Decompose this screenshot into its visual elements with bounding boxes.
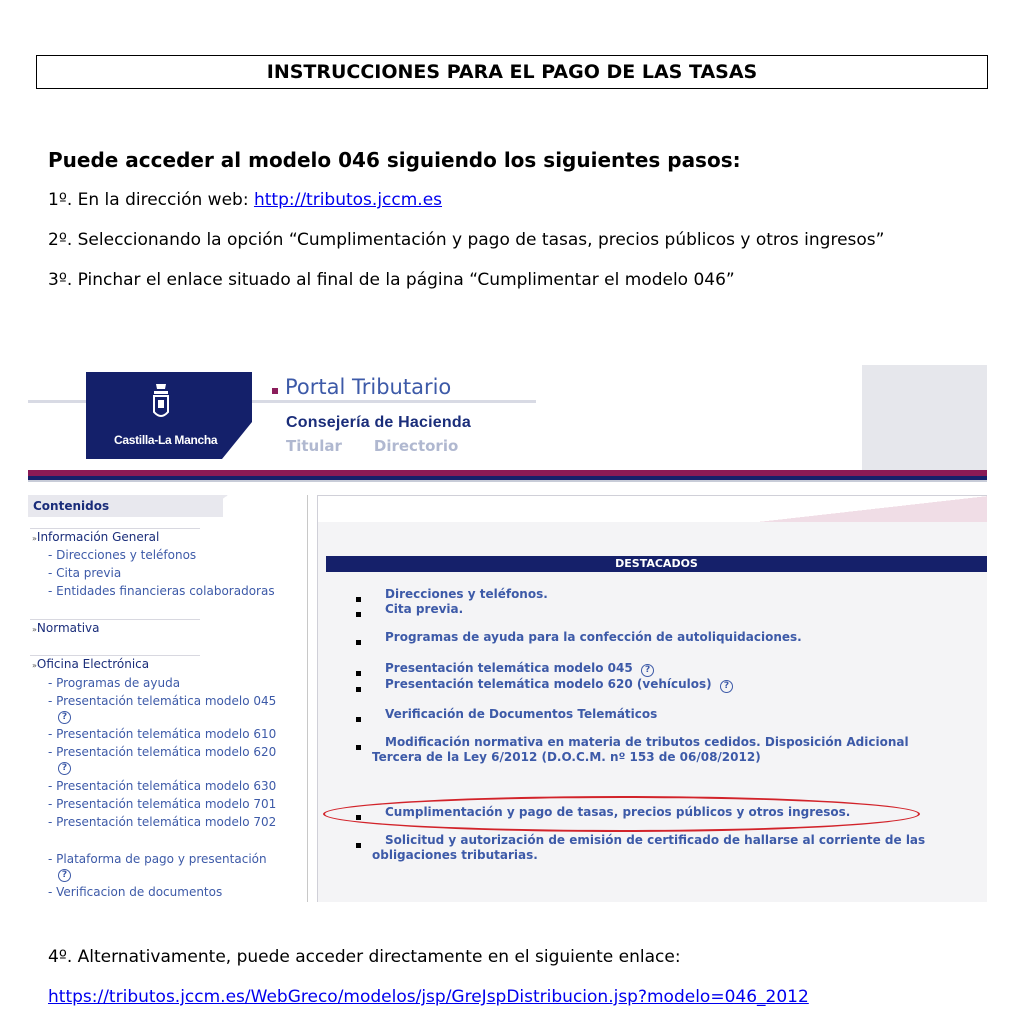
header-link-directorio[interactable]: Directorio (373, 437, 459, 455)
logo-text: Castilla-La Mancha (114, 433, 218, 447)
title-bullet-icon (272, 388, 278, 394)
sidebar-item-modelo-045[interactable]: - Presentación telemática modelo 045 (48, 694, 277, 708)
destacado-solicitud-cont[interactable]: obligaciones tributarias. (372, 848, 538, 862)
portal-screenshot (28, 365, 987, 902)
header-link-titular[interactable]: Titular (286, 437, 342, 455)
destacado-modificacion[interactable]: Modificación normativa en materia de tributos cedidos. Disposición Adicional (385, 735, 909, 749)
sidebar-section-oficina[interactable] (32, 657, 149, 671)
destacado-modificacion-cont[interactable]: Tercera de la Ley 6/2012 (D.O.C.M. nº 153 de 06/08/2012) (372, 750, 761, 764)
bullet-icon (356, 671, 361, 676)
sidebar (28, 495, 308, 902)
destacado-modelo-045[interactable]: Presentación telemática modelo 045 ? (385, 661, 654, 677)
bullet-icon (356, 687, 361, 692)
divider (30, 528, 200, 529)
header-links (286, 437, 490, 455)
chevron-icon: » (32, 625, 37, 634)
sidebar-section-normativa[interactable] (32, 621, 99, 635)
destacado-programas[interactable]: Programas de ayuda para la confección de autoliquidaciones. (385, 630, 802, 644)
section-label: Normativa (36, 621, 100, 635)
destacado-modelo-620[interactable]: Presentación telemática modelo 620 (vehículos) ? (385, 677, 733, 693)
help-icon[interactable]: ? (58, 866, 71, 882)
sidebar-item-programas[interactable]: - Programas de ayuda (48, 676, 181, 690)
crest-icon (148, 382, 174, 422)
step-1-text: 1º. En la dirección web: (48, 190, 254, 210)
chevron-icon: » (32, 661, 37, 670)
bullet-icon (356, 745, 361, 750)
sidebar-item-modelo-702[interactable]: - Presentación telemática modelo 702 (48, 815, 277, 829)
highlight-oval (323, 796, 920, 832)
sidebar-item-modelo-630[interactable]: - Presentación telemática modelo 630 (48, 779, 277, 793)
sidebar-item-verificacion[interactable]: - Verificacion de documentos (48, 885, 223, 899)
bullet-icon (356, 843, 361, 848)
sidebar-item-direcciones[interactable]: - Direcciones y teléfonos (48, 548, 197, 562)
main-top-bar (317, 495, 987, 523)
bullet-icon (356, 612, 361, 617)
destacado-cumplimentacion[interactable]: Cumplimentación y pago de tasas, precios públicos y otros ingresos. (385, 805, 851, 819)
step-3: 3º. Pinchar el enlace situado al final de la página “Cumplimentar el modelo 046” (48, 270, 735, 290)
header-band-grey (28, 480, 987, 482)
sidebar-item-modelo-610[interactable]: - Presentación telemática modelo 610 (48, 727, 277, 741)
portal-title: Portal Tributario (285, 375, 452, 399)
sidebar-section-informacion[interactable] (32, 530, 159, 544)
castilla-la-mancha-logo[interactable] (86, 372, 252, 459)
bullet-icon (356, 597, 361, 602)
step-4: 4º. Alternativamente, puede acceder directamente en el siguiente enlace: (48, 947, 681, 967)
help-icon[interactable]: ? (641, 664, 654, 677)
document-title: INSTRUCCIONES PARA EL PAGO DE LAS TASAS (36, 55, 988, 89)
section-label: Información General (36, 530, 160, 544)
help-icon[interactable]: ? (58, 708, 71, 724)
divider (30, 619, 200, 620)
step-2: 2º. Seleccionando la opción “Cumplimentación y pago de tasas, precios públicos y otros ingresos” (48, 230, 885, 250)
bullet-icon (356, 640, 361, 645)
sidebar-item-plataforma[interactable]: - Plataforma de pago y presentación (48, 852, 267, 866)
sidebar-item-modelo-620[interactable]: - Presentación telemática modelo 620 (48, 745, 277, 759)
help-icon[interactable]: ? (720, 680, 733, 693)
header-grey-block (862, 365, 987, 472)
sidebar-item-modelo-701[interactable]: - Presentación telemática modelo 701 (48, 797, 277, 811)
destacado-verificacion[interactable]: Verificación de Documentos Telemáticos (385, 707, 658, 721)
divider (30, 655, 200, 656)
sidebar-item-cita-previa[interactable]: - Cita previa (48, 566, 122, 580)
destacados-heading: DESTACADOS (326, 556, 987, 572)
main-top-accent (758, 496, 987, 522)
chevron-icon: » (32, 534, 37, 543)
direct-modelo-046-link[interactable]: https://tributos.jccm.es/WebGreco/modelos/jsp/GreJspDistribucion.jsp?modelo=046_2012 (48, 987, 809, 1007)
step-1 (48, 190, 442, 210)
sidebar-heading: Contenidos (28, 495, 223, 517)
help-icon[interactable]: ? (58, 759, 71, 775)
sidebar-item-entidades[interactable]: - Entidades financieras colaboradoras (48, 584, 275, 598)
destacado-cita-previa[interactable]: Cita previa. (385, 602, 464, 616)
section-label: Oficina Electrónica (36, 657, 150, 671)
tributos-link[interactable]: http://tributos.jccm.es (253, 190, 443, 210)
destacado-direcciones[interactable]: Direcciones y teléfonos. (385, 587, 548, 601)
destacado-solicitud[interactable]: Solicitud y autorización de emisión de certificado de hallarse al corriente de las (385, 833, 926, 847)
intro-heading: Puede acceder al modelo 046 siguiendo los siguientes pasos: (48, 148, 741, 172)
bullet-icon (356, 717, 361, 722)
logo-corner (222, 422, 252, 459)
consejeria-label: Consejería de Hacienda (286, 414, 471, 431)
